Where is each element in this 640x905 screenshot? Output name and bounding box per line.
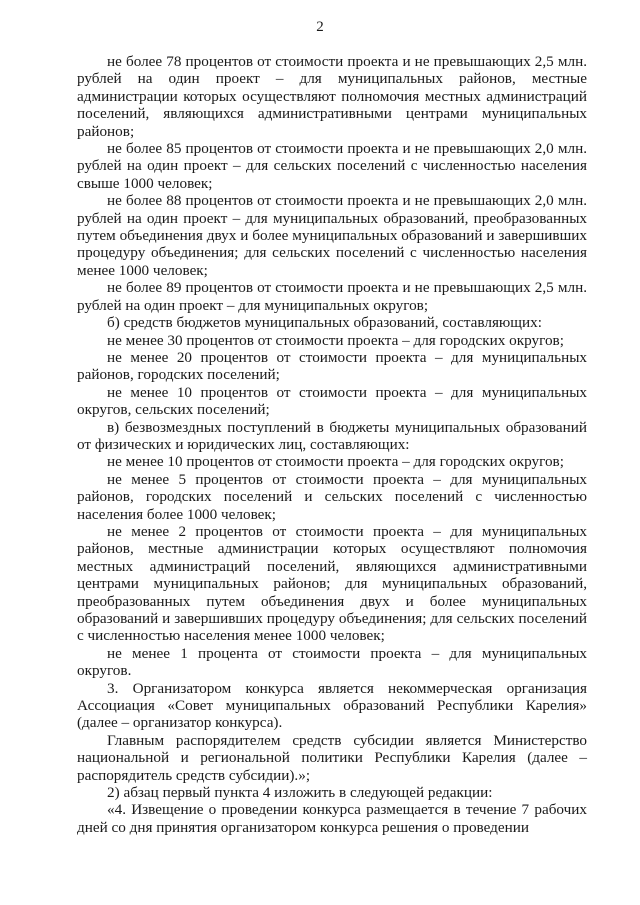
paragraph-13: не менее 1 процента от стоимости проекта – для муниципальных округов.	[77, 644, 587, 680]
paragraph-10: не менее 10 процентов от стоимости проекта – для городских округов;	[107, 453, 564, 471]
paragraph-1: не более 78 процентов от стоимости проекта и не превышающих 2,5 млн. рублей на один проект – для муниципальных районов, местные администрации которых осуществляют полномочия местных администраций поселений, являющихся административными центрами муниципальных районов;	[77, 53, 587, 140]
paragraph-14: 3. Организатором конкурса является некоммерческая организация Ассоциация «Совет муниципальных образований Республики Карелия» (далее – организатор конкурса).	[77, 679, 587, 732]
paragraph-8: не менее 10 процентов от стоимости проекта – для муниципальных округов, сельских поселений;	[77, 383, 587, 419]
paragraph-12: не менее 2 процентов от стоимости проекта – для муниципальных районов, местные администрации которых осуществляют полномочия местных администраций поселений, являющихся административными центрами муниципальных районов; для муниципальных образований, преобразованных путем объединения двух и более муниципальных образований и завершивших процедуру объединения; для сельских поселений с численностью населения менее 1000 человек;	[77, 522, 587, 645]
paragraph-4: не более 89 процентов от стоимости проекта и не превышающих 2,5 млн. рублей на один проект – для муниципальных округов;	[77, 279, 587, 314]
page-number: 2	[316, 19, 324, 35]
paragraph-17: «4. Извещение о проведении конкурса размещается в течение 7 рабочих дней со дня принятия организатором конкурса решения о проведении	[77, 801, 587, 836]
paragraph-15: Главным распорядителем средств субсидии является Министерство национальной и региональной политики Республики Карелия (далее – распорядитель средств субсидии).»;	[77, 731, 587, 784]
paragraph-6: не менее 30 процентов от стоимости проекта – для городских округов;	[107, 331, 564, 349]
paragraph-2: не более 85 процентов от стоимости проекта и не превышающих 2,0 млн. рублей на один проект – для сельских поселений с численностью населения свыше 1000 человек;	[77, 140, 587, 192]
paragraph-7: не менее 20 процентов от стоимости проекта – для муниципальных районов, городских поселений;	[77, 348, 587, 384]
paragraph-3: не более 88 процентов от стоимости проекта и не превышающих 2,0 млн. рублей на один проект – для муниципальных образований, преобразованных путем объединения двух и более муниципальных образований и завершивших процедуру объединения; для сельских поселений с численностью населения менее 1000 человек;	[77, 192, 587, 279]
paragraph-9: в) безвозмездных поступлений в бюджеты муниципальных образований от физических и юридических лиц, составляющих:	[77, 418, 587, 453]
paragraph-5: б) средств бюджетов муниципальных образований, составляющих:	[107, 314, 542, 332]
paragraph-16: 2) абзац первый пункта 4 изложить в следующей редакции:	[107, 784, 493, 802]
document-body	[77, 53, 587, 836]
paragraph-11: не менее 5 процентов от стоимости проекта – для муниципальных районов, городских поселений и сельских поселений с численностью населения более 1000 человек;	[77, 470, 587, 523]
